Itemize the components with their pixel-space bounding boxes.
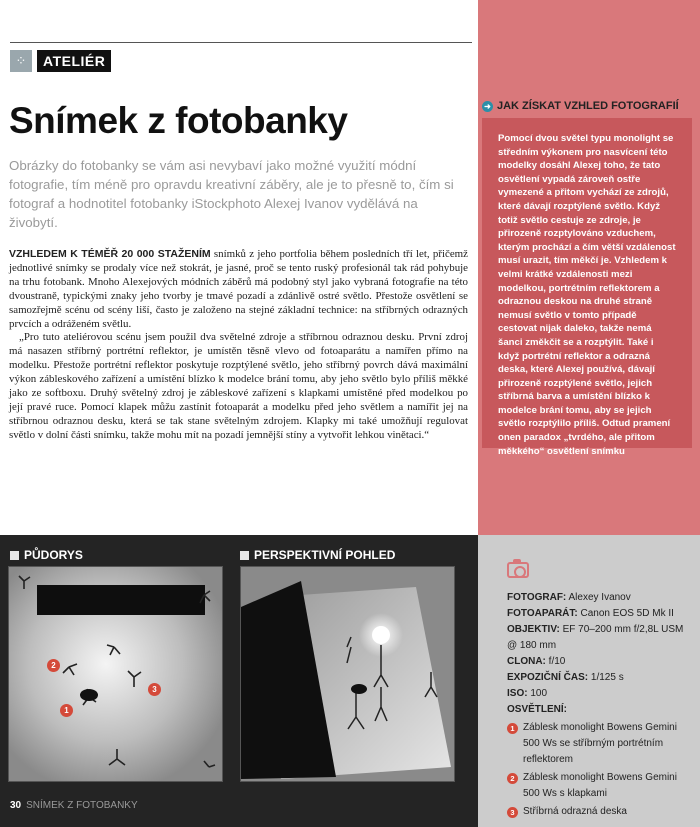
light-item-3: [507, 804, 692, 820]
floorplan-label: PŮDORYS: [24, 548, 83, 562]
perspective-image: [240, 566, 455, 782]
page-footer: [10, 800, 138, 811]
footer-section: SNÍMEK Z FOTOBANKY: [26, 800, 138, 811]
perspective-heading: [240, 548, 395, 562]
article-title: Snímek z fotobanky: [9, 100, 348, 141]
spec-list: [507, 590, 692, 820]
camera-icon: [507, 562, 529, 578]
spec-exposure: EXPOZIČNÍ ČAS: 1/125 s: [507, 672, 624, 683]
spec-lighting-label: OSVĚTLENÍ:: [507, 704, 568, 715]
square-bullet-icon: [10, 551, 19, 560]
spec-aperture: CLONA: f/10: [507, 656, 566, 667]
body-text-1: snímků z jeho portfolia během posledních tří let, přičemž jednotlivé snímky se prodaly více než stokrát, je jasné, proč se tento ruský profesionál tak rád pohybuje na trhu fotobank. Mnoho Alexejových módních záběrů má podobný styl jako vybraná fotografie na této dvoustraně, typickými znaky jeho tvorby je tmavé pozadí a zdánlivě ostré světlo. Přestože osvětlení se samozřejmě scénu od scény liší, často je založeno na stejné základní technice: na stříbrných odrazných prvcích a odráženém světlu.: [9, 248, 468, 330]
light-text-1: Záblesk monolight Bowens Gemini 500 Ws se stříbrným portrétním reflektorem: [523, 722, 677, 765]
light-item-1: [507, 720, 692, 768]
marker-2: 2: [47, 659, 60, 672]
section-label: ATELIÉR: [37, 50, 111, 72]
light-number-2: 2: [507, 773, 518, 784]
spec-camera: FOTOAPARÁT: Canon EOS 5D Mk II: [507, 608, 674, 619]
article-body: [9, 248, 468, 443]
sidebar-text: Pomocí dvou světel typu monolight se středním výkonem pro nasvícení této modelky dosáhl Alexej toho, že tato osvětlení vypadá zároveň ostře vymezené a přitom vychází ze zdrojů, které dávají rozptýlené světlo. Když totiž světlo cestuje ze zdroje, je přirozeně rozptylováno vzduchem, kterým prochází a čím větší vzdálenost musí urazit, tím měkčí je. Vzhledem k velmi krátké vzdálenosti mezi modelkou, portrétním reflektorem a odraznou deskou na druhé straně nemusí světlo v tomto případě cestovat nijak daleko, takže nemá šanci změkčit se a rozptýlit. Také i když portrétní reflektor a odrazná deska, které Alexej používá, dávají přirozeně rozptýlené světlo, jejich stříbrná barva a umístění blízko k modelce brání tomu, aby se jejich světlo rozptýlilo příliš. Odtud pramení onen paradox „tvrdého, ale přitom měkkého“ osvětlení snímku: [498, 133, 676, 457]
body-paragraph-1: [9, 248, 468, 331]
floorplan-image: [8, 566, 223, 782]
light-number-1: 1: [507, 723, 518, 734]
lead-in: VZHLEDEM K TÉMĚŘ 20 000 STAŽENÍM: [9, 248, 211, 260]
perspective-drawing: [241, 567, 455, 782]
light-text-3: Stříbrná odrazná deska: [523, 806, 627, 817]
floorplan-drawing: [9, 567, 223, 782]
square-bullet-icon: [240, 551, 249, 560]
perspective-label: PERSPEKTIVNÍ POHLED: [254, 548, 396, 562]
spec-iso: ISO: 100: [507, 688, 548, 699]
sidebar-title: [482, 100, 679, 112]
arrow-right-icon: ➜: [482, 101, 493, 112]
light-text-2: Záblesk monolight Bowens Gemini 500 Ws s klapkami: [523, 772, 677, 799]
body-paragraph-2: „Pro tuto ateliérovou scénu jsem použil dva světelné zdroje a stříbrnou odraznou desku. První zdroj má nasazen stříbrný portrétní reflektor, je umístěn těsně vlevo od fotoaparátu a namířen přímo na modelku. Přestože portrétní reflektor poskytuje rozptýlené světlo, jeho stříbrný povrch dává maximální výkon zábleskového zařízení a umístění blízko k modelce brání tomu, aby jeho světlo bylo příliš měkké jako ze softboxu. Druhý světelný zdroj je zábleskové zařízení s klapkami umístěné před modelkou po její pravé ruce. Pomocí klapek můžu zastínit fotoaparát a modelku před jeho světlem a namířit jej na stříbrnou odraznou desku, která se tak stane světelným zdrojem. Klapky mi také umožňují regulovat světlo v dolní části snímku, takže mohu mít na pozadí jemnější stíny a vytvořit lehkou vinětaci.“: [9, 331, 468, 441]
top-rule: [10, 42, 472, 43]
dots-arrow-icon: ⁘: [10, 50, 32, 72]
marker-3: 3: [148, 683, 161, 696]
light-item-2: [507, 770, 692, 802]
spec-photographer: FOTOGRAF: Alexey Ivanov: [507, 592, 631, 603]
light-number-3: 3: [507, 807, 518, 818]
section-tag: [10, 50, 111, 72]
spec-lens: OBJEKTIV: EF 70–200 mm f/2,8L USM @ 180 mm: [507, 624, 684, 651]
marker-1: 1: [60, 704, 73, 717]
sidebar-box: [482, 118, 692, 457]
sidebar-title-text: JAK ZÍSKAT VZHLED FOTOGRAFIÍ: [497, 100, 679, 112]
article-lead: Obrázky do fotobanky se vám asi nevybaví jako možné využití módní fotografie, tím méně pro opravdu kreativní záběry, ale je to přesně to, čím si fotograf a hodnotitel fotobanky iStockphoto Alexej Ivanov vydělává na živobytí.: [9, 158, 454, 230]
page-number: 30: [10, 800, 22, 811]
floorplan-heading: [10, 548, 83, 562]
